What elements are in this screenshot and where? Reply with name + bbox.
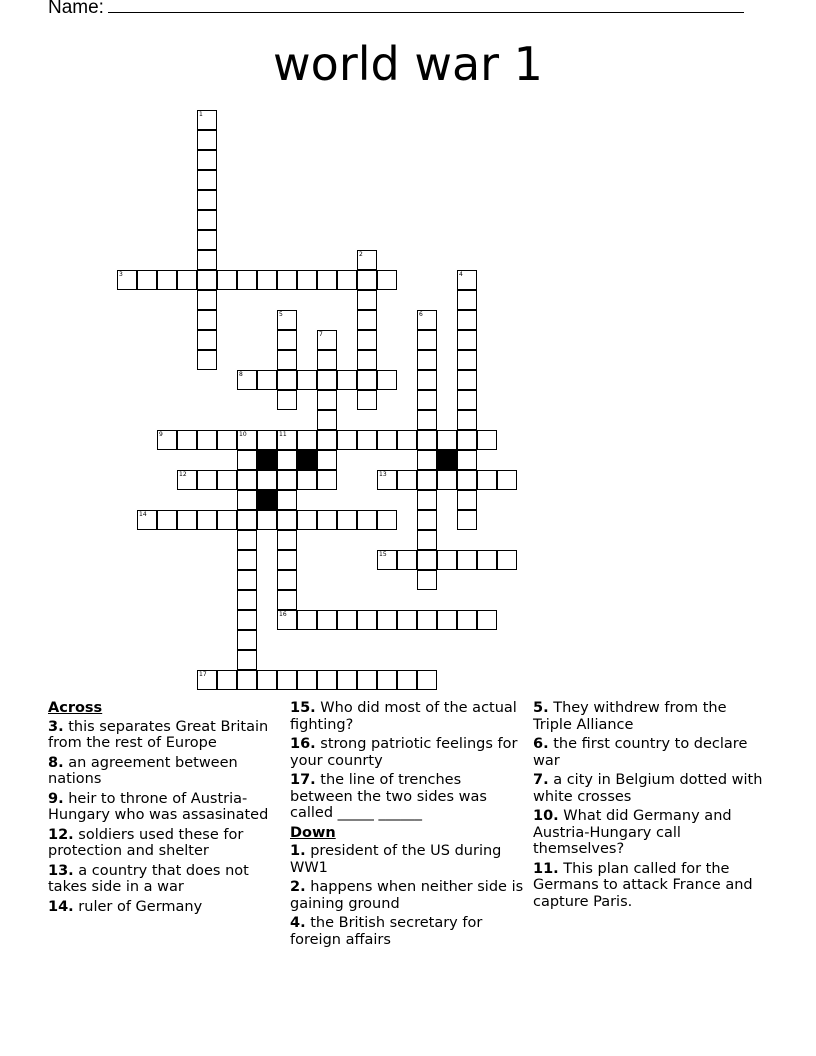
crossword-cell[interactable] (477, 550, 497, 570)
crossword-cell[interactable] (397, 610, 417, 630)
crossword-cell[interactable] (357, 270, 377, 290)
crossword-cell[interactable] (277, 590, 297, 610)
cell-number: 3 (119, 271, 123, 278)
crossword-cell[interactable] (417, 510, 437, 530)
crossword-cell[interactable] (277, 390, 297, 410)
name-field[interactable] (48, 0, 744, 19)
crossword-cell[interactable] (277, 510, 297, 530)
cell-number: 12 (179, 471, 187, 478)
crossword-cell[interactable] (217, 270, 237, 290)
crossword-cell[interactable] (457, 510, 477, 530)
crossword-block (257, 490, 277, 510)
crossword-cell[interactable] (317, 670, 337, 690)
crossword-cell[interactable] (457, 330, 477, 350)
crossword-cell[interactable] (257, 370, 277, 390)
cell-number: 6 (419, 311, 423, 318)
crossword-block (257, 450, 277, 470)
crossword-cell[interactable] (357, 370, 377, 390)
crossword-cell[interactable] (297, 470, 317, 490)
crossword-cell[interactable] (317, 430, 337, 450)
crossword-cell[interactable] (457, 490, 477, 510)
crossword-cell[interactable] (237, 650, 257, 670)
crossword-cell[interactable] (337, 270, 357, 290)
crossword-cell[interactable] (277, 550, 297, 570)
crossword-cell[interactable] (317, 610, 337, 630)
crossword-cell[interactable] (297, 370, 317, 390)
crossword-cell[interactable] (477, 430, 497, 450)
crossword-cell[interactable] (197, 230, 217, 250)
crossword-cell[interactable] (317, 470, 337, 490)
crossword-cell[interactable] (457, 370, 477, 390)
crossword-cell[interactable] (457, 350, 477, 370)
crossword-cell[interactable] (297, 670, 317, 690)
clue-across-12: 12. soldiers used these for protection and shelter (48, 826, 244, 859)
crossword-cell[interactable] (197, 350, 217, 370)
crossword-cell[interactable] (457, 610, 477, 630)
clue-down-10: 10. What did Germany and Austria-Hungary call themselves? (533, 808, 732, 857)
cell-number: 10 (239, 431, 247, 438)
crossword-cell[interactable] (417, 430, 437, 450)
crossword-cell[interactable] (357, 330, 377, 350)
crossword-cell[interactable] (357, 670, 377, 690)
crossword-cell[interactable] (397, 470, 417, 490)
crossword-cell[interactable] (377, 670, 397, 690)
crossword-cell[interactable] (237, 270, 257, 290)
crossword-cell[interactable] (157, 510, 177, 530)
crossword-cell[interactable] (197, 290, 217, 310)
crossword-cell[interactable] (317, 390, 337, 410)
crossword-cell[interactable] (397, 670, 417, 690)
crossword-cell[interactable] (177, 430, 197, 450)
crossword-cell[interactable] (457, 430, 477, 450)
crossword-cell[interactable] (297, 430, 317, 450)
crossword-cell[interactable] (277, 530, 297, 550)
crossword-cell[interactable] (257, 510, 277, 530)
cell-number: 5 (279, 311, 283, 318)
crossword-cell[interactable] (377, 430, 397, 450)
crossword-cell[interactable] (257, 270, 277, 290)
down-heading: Down (290, 824, 336, 841)
crossword-cell[interactable] (277, 490, 297, 510)
clue-down-5: 5. They withdrew from the Triple Alliance (533, 700, 727, 733)
crossword-cell[interactable] (197, 310, 217, 330)
crossword-cell[interactable] (457, 310, 477, 330)
cell-number: 8 (239, 371, 243, 378)
clue-across-16: 16. strong patriotic feelings for your counrty (290, 736, 518, 769)
crossword-cell[interactable] (257, 670, 277, 690)
name-label: Name: (48, 0, 104, 18)
crossword-cell[interactable] (357, 290, 377, 310)
crossword-cell[interactable] (197, 170, 217, 190)
crossword-cell[interactable] (417, 370, 437, 390)
crossword-cell[interactable] (377, 370, 397, 390)
crossword-cell[interactable] (417, 350, 437, 370)
crossword-cell[interactable] (237, 450, 257, 470)
clue-down-11: 11. This plan called for the Germans to attack France and capture Paris. (533, 860, 753, 910)
crossword-cell[interactable] (377, 610, 397, 630)
crossword-cell[interactable] (417, 450, 437, 470)
crossword-cell[interactable] (497, 550, 517, 570)
crossword-cell[interactable] (437, 610, 457, 630)
crossword-cell[interactable] (377, 510, 397, 530)
clue-across-17: 17. the line of trenches between the two sides was called _____ ______ (290, 772, 487, 821)
crossword-cell[interactable] (237, 670, 257, 690)
crossword-cell[interactable] (337, 370, 357, 390)
cell-number: 11 (279, 431, 287, 438)
cell-number: 13 (379, 471, 387, 478)
crossword-cell[interactable] (197, 130, 217, 150)
crossword-cell[interactable] (417, 470, 437, 490)
crossword-cell[interactable] (317, 270, 337, 290)
crossword-cell[interactable] (457, 450, 477, 470)
crossword-cell[interactable] (257, 470, 277, 490)
crossword-cell[interactable] (257, 430, 277, 450)
crossword-cell[interactable] (297, 610, 317, 630)
crossword-cell[interactable] (357, 430, 377, 450)
crossword-cell[interactable] (357, 610, 377, 630)
crossword-cell[interactable] (457, 410, 477, 430)
crossword-block (297, 450, 317, 470)
crossword-cell[interactable] (197, 510, 217, 530)
crossword-cell[interactable] (197, 190, 217, 210)
crossword-cell[interactable] (417, 330, 437, 350)
crossword-cell[interactable] (217, 470, 237, 490)
crossword-cell[interactable] (357, 510, 377, 530)
crossword-cell[interactable] (237, 490, 257, 510)
crossword-cell[interactable] (237, 550, 257, 570)
clue-down-4: 4. the British secretary for foreign affairs (290, 915, 483, 948)
crossword-cell[interactable] (277, 470, 297, 490)
clue-down-6: 6. the first country to declare war (533, 736, 748, 769)
crossword-cell[interactable] (337, 670, 357, 690)
crossword-cell[interactable] (437, 430, 457, 450)
crossword-cell[interactable] (417, 670, 437, 690)
clue-across-9: 9. heir to throne of Austria-Hungary who was assasinated (48, 790, 269, 823)
crossword-cell[interactable] (217, 670, 237, 690)
crossword-cell[interactable] (357, 390, 377, 410)
cell-number: 14 (139, 511, 147, 518)
crossword-cell[interactable] (237, 570, 257, 590)
cell-number: 15 (379, 551, 387, 558)
crossword-cell[interactable] (457, 390, 477, 410)
cell-number: 16 (279, 611, 287, 618)
crossword-cell[interactable] (157, 270, 177, 290)
clue-column-3 (533, 700, 769, 913)
cell-number: 2 (359, 251, 363, 258)
crossword-cell[interactable] (417, 530, 437, 550)
crossword-cell[interactable] (317, 510, 337, 530)
crossword-cell[interactable] (317, 450, 337, 470)
crossword-cell[interactable] (317, 410, 337, 430)
crossword-cell[interactable] (357, 350, 377, 370)
crossword-cell[interactable] (237, 530, 257, 550)
clue-down-7: 7. a city in Belgium dotted with white crosses (533, 772, 763, 805)
crossword-cell[interactable] (277, 450, 297, 470)
clue-across-13: 13. a country that does not takes side in a war (48, 862, 249, 895)
cell-number: 4 (459, 271, 463, 278)
crossword-cell[interactable] (477, 470, 497, 490)
crossword-cell[interactable] (277, 670, 297, 690)
crossword-cell[interactable] (137, 270, 157, 290)
across-heading: Across (48, 700, 103, 716)
crossword-cell[interactable] (177, 510, 197, 530)
crossword-cell[interactable] (497, 470, 517, 490)
crossword-cell[interactable] (217, 430, 237, 450)
crossword-cell[interactable] (337, 610, 357, 630)
clue-down-1: 1. president of the US during WW1 (290, 843, 502, 876)
crossword-cell[interactable] (377, 270, 397, 290)
crossword-cell[interactable] (277, 270, 297, 290)
clue-column-2 (290, 700, 526, 951)
crossword-cell[interactable] (317, 370, 337, 390)
crossword-cell[interactable] (237, 630, 257, 650)
cell-number: 7 (319, 331, 323, 338)
crossword-cell[interactable] (197, 470, 217, 490)
crossword-cell[interactable] (237, 610, 257, 630)
cell-number: 9 (159, 431, 163, 438)
crossword-cell[interactable] (337, 510, 357, 530)
crossword-cell[interactable] (457, 550, 477, 570)
crossword-cell[interactable] (277, 330, 297, 350)
crossword-cell[interactable] (417, 610, 437, 630)
crossword-cell[interactable] (177, 270, 197, 290)
clue-across-14: 14. ruler of Germany (48, 898, 203, 915)
crossword-cell[interactable] (417, 390, 437, 410)
cell-number: 17 (199, 671, 207, 678)
clue-across-3: 3. this separates Great Britain from the rest of Europe (48, 718, 269, 751)
crossword-cell[interactable] (237, 590, 257, 610)
crossword-cell[interactable] (237, 470, 257, 490)
crossword-cell[interactable] (317, 350, 337, 370)
crossword-cell[interactable] (297, 270, 317, 290)
crossword-cell[interactable] (277, 350, 297, 370)
crossword-cell[interactable] (197, 210, 217, 230)
crossword-cell[interactable] (397, 550, 417, 570)
crossword-cell[interactable] (197, 150, 217, 170)
crossword-cell[interactable] (297, 510, 317, 530)
crossword-cell[interactable] (417, 410, 437, 430)
crossword-cell[interactable] (337, 430, 357, 450)
crossword-cell[interactable] (277, 570, 297, 590)
clue-down-2: 2. happens when neither side is gaining ground (290, 879, 524, 912)
crossword-cell[interactable] (197, 270, 217, 290)
crossword-cell[interactable] (417, 550, 437, 570)
crossword-cell[interactable] (197, 330, 217, 350)
crossword-cell[interactable] (197, 250, 217, 270)
crossword-cell[interactable] (357, 310, 377, 330)
crossword-cell[interactable] (277, 370, 297, 390)
crossword-cell[interactable] (457, 470, 477, 490)
crossword-cell[interactable] (417, 490, 437, 510)
name-underline (108, 0, 744, 13)
clue-across-15: 15. Who did most of the actual fighting? (290, 700, 517, 733)
crossword-cell[interactable] (417, 570, 437, 590)
clue-column-1 (48, 700, 284, 918)
crossword-cell[interactable] (237, 510, 257, 530)
crossword-cell[interactable] (197, 430, 217, 450)
crossword-cell[interactable] (437, 470, 457, 490)
crossword-cell[interactable] (437, 550, 457, 570)
page-title: world war 1 (273, 37, 543, 91)
cell-number: 1 (199, 111, 203, 118)
crossword-block (437, 450, 457, 470)
crossword-cell[interactable] (397, 430, 417, 450)
crossword-cell[interactable] (217, 510, 237, 530)
clue-across-8: 8. an agreement between nations (48, 754, 238, 787)
crossword-cell[interactable] (457, 290, 477, 310)
crossword-cell[interactable] (477, 610, 497, 630)
